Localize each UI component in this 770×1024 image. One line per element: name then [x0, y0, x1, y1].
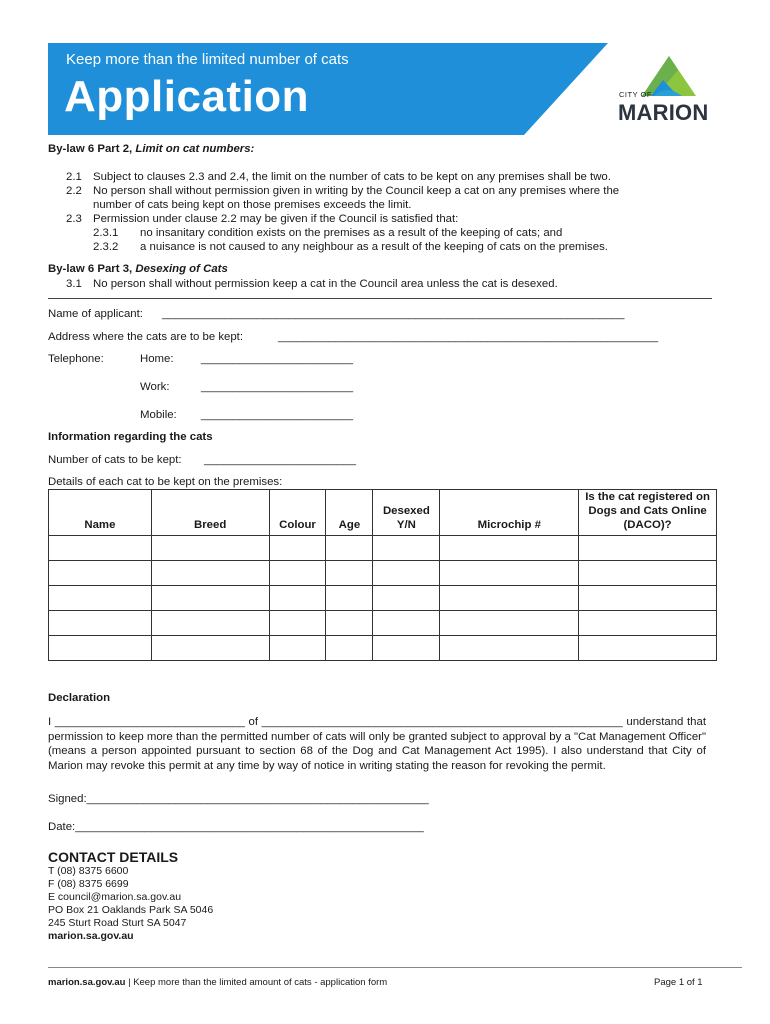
table-cell[interactable] [269, 536, 326, 561]
table-cell[interactable] [326, 636, 373, 661]
number-of-cats-field[interactable]: ________________________ [204, 454, 357, 466]
clause-3-1-text: No person shall without permission keep a cat in the Council area unless the cat is desexed. [93, 278, 558, 290]
signed-field[interactable]: Signed:______________________________________________________ [48, 793, 429, 805]
table-cell[interactable] [373, 611, 440, 636]
table-cell[interactable] [440, 611, 579, 636]
table-cell[interactable] [373, 536, 440, 561]
work-phone-label: Work: [140, 381, 170, 393]
clause-2-2-text-line1: No person shall without permission given in writing by the Council keep a cat on any premises where the [93, 185, 620, 197]
contact-street: 245 Sturt Road Sturt SA 5047 [48, 917, 187, 929]
clause-2-3-text: Permission under clause 2.2 may be given if the Council is satisfied that: [93, 213, 459, 225]
declaration-text: I ______________________________ of _________________________________________________________ understand that permission to keep more than the permitted number of cats will only be granted subject to approval by a "Cat Management Officer" (means a person appointed pursuant to section 68 of the Dog and Cat Management Act 1995). I also understand that City of Marion may revoke this permit at any time by way of notice in writing stating the reason for revoking the permit. [48, 716, 706, 772]
clause-2-3-1-number: 2.3.1 [93, 227, 119, 239]
bylaw-part3-heading: By-law 6 Part 3, Desexing of Cats [48, 263, 228, 275]
clause-2-1-text: Subject to clauses 2.3 and 2.4, the limit on the number of cats to be kept on any premises shall be two. [93, 171, 611, 183]
number-of-cats-label: Number of cats to be kept: [48, 454, 182, 466]
table-cell[interactable] [269, 561, 326, 586]
table-cell[interactable] [579, 536, 717, 561]
table-cell[interactable] [326, 611, 373, 636]
applicant-name-field[interactable]: _________________________________________________________________________ [162, 308, 625, 320]
form-subtitle: Keep more than the limited number of cats [66, 51, 349, 68]
declaration-heading: Declaration [48, 692, 111, 704]
table-row [49, 636, 717, 661]
clause-3-1-number: 3.1 [66, 278, 82, 290]
table-cell[interactable] [579, 636, 717, 661]
clause-2-1-number: 2.1 [66, 171, 82, 183]
mobile-phone-field[interactable]: ________________________ [201, 409, 354, 421]
table-cell[interactable] [269, 586, 326, 611]
contact-website[interactable]: marion.sa.gov.au [48, 930, 134, 942]
contact-phone: T (08) 8375 6600 [48, 865, 129, 877]
table-cell[interactable] [373, 586, 440, 611]
bylaw-part2-heading: By-law 6 Part 2, Limit on cat numbers: [48, 143, 255, 155]
table-cell[interactable] [373, 636, 440, 661]
table-cell[interactable] [269, 611, 326, 636]
table-cell[interactable] [440, 636, 579, 661]
clause-2-2-text-line2: number of cats being kept on those premises exceeds the limit. [93, 199, 412, 211]
address-field[interactable]: ____________________________________________________________ [278, 331, 659, 343]
table-cell[interactable] [151, 586, 269, 611]
table-cell[interactable] [579, 586, 717, 611]
table-cell[interactable] [440, 561, 579, 586]
logo-city-of-text: CITY OF [619, 90, 652, 99]
table-cell[interactable] [326, 536, 373, 561]
col-breed-header: Breed [151, 490, 269, 536]
table-cell[interactable] [440, 586, 579, 611]
clause-2-3-2-text: a nuisance is not caused to any neighbour as a result of the keeping of cats on the premises. [140, 241, 608, 253]
table-cell[interactable] [49, 561, 152, 586]
table-cell[interactable] [151, 536, 269, 561]
table-row [49, 561, 717, 586]
table-row [49, 611, 717, 636]
clause-2-3-2-number: 2.3.2 [93, 241, 119, 253]
table-cell[interactable] [49, 536, 152, 561]
form-title: Application [64, 72, 310, 121]
contact-heading: CONTACT DETAILS [48, 849, 179, 865]
date-field[interactable]: Date:_______________________________________________________ [48, 821, 424, 833]
contact-fax: F (08) 8375 6699 [48, 878, 129, 890]
contact-email[interactable]: E council@marion.sa.gov.au [48, 891, 182, 903]
applicant-name-label: Name of applicant: [48, 308, 143, 320]
table-cell[interactable] [151, 611, 269, 636]
telephone-label: Telephone: [48, 353, 104, 365]
clause-2-2-number: 2.2 [66, 185, 82, 197]
table-row [49, 586, 717, 611]
table-cell[interactable] [151, 561, 269, 586]
mobile-phone-label: Mobile: [140, 409, 177, 421]
footer-doc-name: Keep more than the limited amount of cats - application form [133, 977, 388, 988]
col-desexed-header: Desexed Y/N [373, 490, 440, 536]
footer-divider [48, 967, 742, 968]
col-age-header: Age [326, 490, 373, 536]
cat-details-table [48, 489, 717, 661]
address-label: Address where the cats are to be kept: [48, 331, 244, 343]
cats-info-heading: Information regarding the cats [48, 431, 213, 443]
clause-2-3-1-text: no insanitary condition exists on the premises as a result of the keeping of cats; and [140, 227, 563, 239]
work-phone-field[interactable]: ________________________ [201, 381, 354, 393]
footer-site[interactable]: marion.sa.gov.au [48, 977, 126, 988]
section-divider [48, 298, 712, 299]
table-cell[interactable] [49, 611, 152, 636]
contact-po-box: PO Box 21 Oaklands Park SA 5046 [48, 904, 214, 916]
logo-marion-text: MARION [618, 100, 709, 125]
cat-details-label: Details of each cat to be kept on the premises: [48, 476, 283, 488]
table-cell[interactable] [49, 636, 152, 661]
table-cell[interactable] [269, 636, 326, 661]
table-cell[interactable] [579, 611, 717, 636]
table-cell[interactable] [373, 561, 440, 586]
col-microchip-header: Microchip # [440, 490, 579, 536]
page-number: Page 1 of 1 [654, 977, 703, 988]
col-name-header: Name [49, 490, 152, 536]
footer-text: marion.sa.gov.au | Keep more than the limited amount of cats - application form [48, 977, 388, 988]
col-colour-header: Colour [269, 490, 326, 536]
table-cell[interactable] [326, 561, 373, 586]
table-row [49, 536, 717, 561]
table-cell[interactable] [579, 561, 717, 586]
table-cell[interactable] [151, 636, 269, 661]
clause-2-3-number: 2.3 [66, 213, 82, 225]
table-cell[interactable] [49, 586, 152, 611]
table-cell[interactable] [326, 586, 373, 611]
table-header-row [49, 490, 717, 536]
col-daco-header: Is the cat registered on Dogs and Cats Online (DACO)? [579, 490, 717, 536]
home-phone-label: Home: [140, 353, 174, 365]
table-cell[interactable] [440, 536, 579, 561]
home-phone-field[interactable]: ________________________ [201, 353, 354, 365]
